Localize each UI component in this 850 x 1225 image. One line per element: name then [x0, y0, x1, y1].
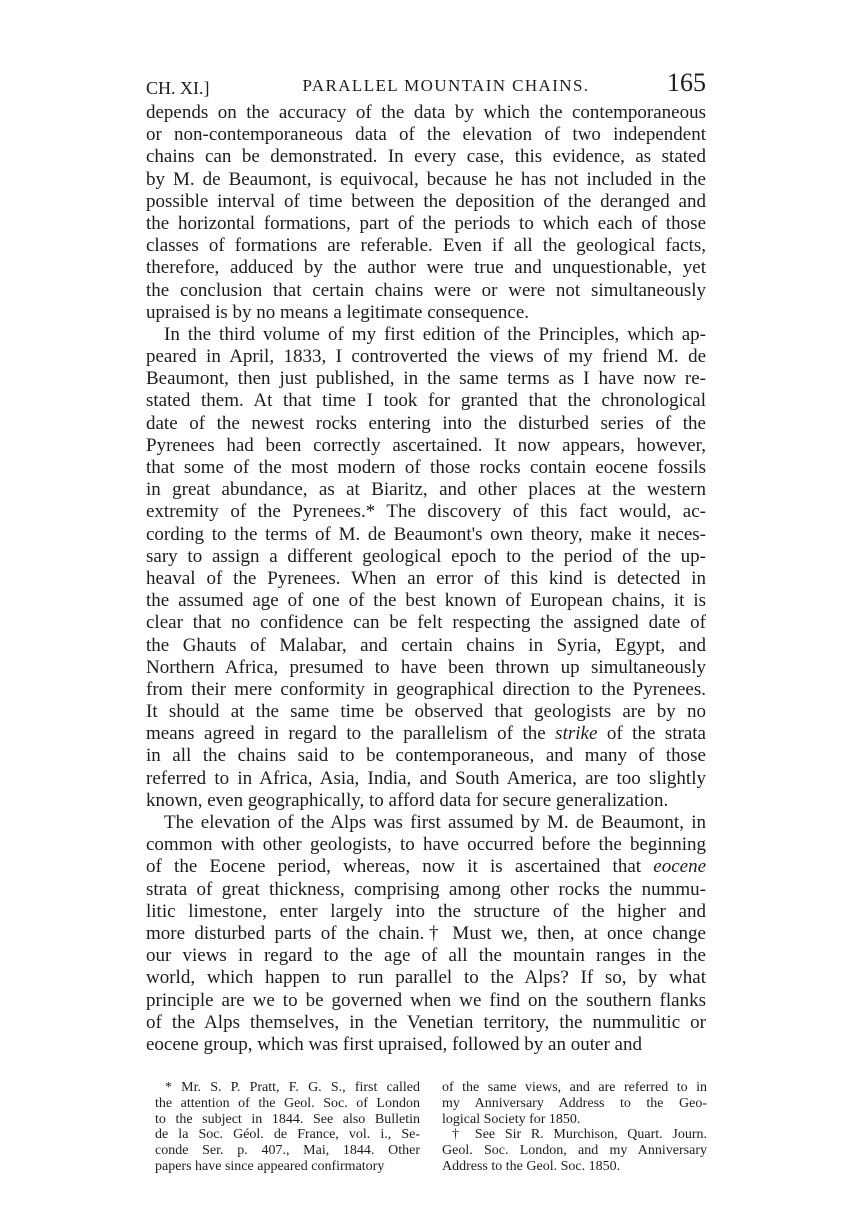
footnote-line: logical Society for 1850. [442, 1111, 581, 1127]
text-line: referred to in Africa, Asia, India, and South America, are too slightly [146, 767, 706, 789]
footnote-line: * Mr. S. P. Pratt, F. G. S., first called [165, 1080, 420, 1095]
text-line: peared in April, 1833, I controverted the views of my friend M. de [146, 346, 706, 368]
text-line: date of the newest rocks entering into the disturbed series of the [146, 412, 706, 434]
text-line: eocene group, which was first upraised, followed by an outer and [146, 1033, 642, 1055]
text-line: extremity of the Pyrenees.* The discovery of this fact would, ac- [146, 501, 706, 523]
text-line: the conclusion that certain chains were or were not simultaneously [146, 279, 706, 301]
text-line: means agreed in regard to the parallelism of the strike of the strata [146, 723, 706, 745]
footnote-column-left [155, 1080, 420, 1175]
footnote-line: my Anniversary Address to the Geo- [442, 1095, 707, 1111]
text-line: It should at the same time be observed that geologists are by no [146, 701, 706, 723]
footnotes [155, 1080, 707, 1175]
text-line: chains can be demonstrated. In every case, this evidence, as stated [146, 146, 706, 168]
text-line: the Ghauts of Malabar, and certain chains in Syria, Egypt, and [146, 634, 706, 656]
footnote-column-right [442, 1080, 707, 1175]
text-line: of the Alps themselves, in the Venetian territory, the nummulitic or [146, 1011, 706, 1033]
text-line: therefore, adduced by the author were true and unquestionable, yet [146, 257, 706, 279]
text-line: upraised is by no means a legitimate consequence. [146, 301, 530, 323]
text-line: or non-contemporaneous data of the elevation of two independent [146, 124, 706, 146]
text-line: more disturbed parts of the chain.† Must we, then, at once change [146, 922, 706, 944]
running-header [146, 70, 706, 100]
footnote-line: conde Ser. p. 407., Mai, 1844. Other [155, 1143, 420, 1159]
text-line: possible interval of time between the deposition of the deranged and [146, 190, 706, 212]
text-line: Northern Africa, presumed to have been thrown up simultaneously [146, 656, 706, 678]
text-line: stated them. At that time I took for granted that the chronological [146, 390, 706, 412]
text-line: Pyrenees had been correctly ascertained. It now appears, however, [146, 434, 706, 456]
text-line: the horizontal formations, part of the periods to which each of those [146, 212, 706, 234]
text-line: Beaumont, then just published, in the same terms as I have now re- [146, 368, 706, 390]
text-line: cording to the terms of M. de Beaumont's own theory, make it neces- [146, 523, 706, 545]
text-line: of the Eocene period, whereas, now it is ascertained that eocene [146, 856, 706, 878]
text-line: strata of great thickness, comprising among other rocks the nummu- [146, 878, 706, 900]
footnote-line: papers have since appeared confirmatory [155, 1158, 385, 1174]
text-line: known, even geographically, to afford data for secure generalization. [146, 789, 669, 811]
footnote-line: of the same views, and are referred to in [442, 1080, 707, 1095]
text-line: world, which happen to run parallel to the Alps? If so, by what [146, 967, 706, 989]
chapter-label: CH. XI.] [146, 78, 210, 98]
text-line: our views in regard to the age of all the mountain ranges in the [146, 945, 706, 967]
text-line: by M. de Beaumont, is equivocal, because he has not included in the [146, 168, 706, 190]
text-line: in all the chains said to be contemporaneous, and many of those [146, 745, 706, 767]
text-line: The elevation of the Alps was first assumed by M. de Beaumont, in [164, 812, 706, 833]
text-line: in great abundance, as at Biaritz, and other places at the western [146, 479, 706, 501]
text-line: heaval of the Pyrenees. When an error of this kind is detected in [146, 567, 706, 589]
text-line: sary to assign a different geological epoch to the period of the up- [146, 545, 706, 567]
text-line: principle are we to be governed when we find on the southern flanks [146, 989, 706, 1011]
footnote-line: to the subject in 1844. See also Bulletin [155, 1111, 420, 1127]
text-line: that some of the most modern of those rocks contain eocene fossils [146, 457, 706, 478]
footnote-line: Geol. Soc. London, and my Anniversary [442, 1143, 707, 1159]
body-text [146, 102, 706, 1056]
text-line: common with other geologists, to have occurred before the beginning [146, 834, 706, 856]
text-line: classes of formations are referable. Even if all the geological facts, [146, 235, 706, 257]
text-line: from their mere conformity in geographical direction to the Pyrenees. [146, 678, 706, 700]
text-line: litic limestone, enter largely into the structure of the higher and [146, 900, 706, 922]
footnote-line: † See Sir R. Murchison, Quart. Journ. [452, 1127, 707, 1143]
text-line: depends on the accuracy of the data by which the contemporaneous [146, 102, 706, 123]
page-number: 165 [667, 68, 706, 97]
text-line: In the third volume of my first edition of the Principles, which ap- [164, 323, 706, 345]
footnote-line: the attention of the Geol. Soc. of London [155, 1095, 420, 1111]
running-title: PARALLEL MOUNTAIN CHAINS. [302, 76, 590, 95]
footnote-line: de la Soc. Géol. de France, vol. i., Se- [155, 1127, 420, 1143]
footnote-line: Address to the Geol. Soc. 1850. [442, 1158, 621, 1174]
text-line: the assumed age of one of the best known of European chains, it is [146, 590, 706, 612]
text-line: clear that no confidence can be felt respecting the assigned date of [146, 612, 706, 634]
